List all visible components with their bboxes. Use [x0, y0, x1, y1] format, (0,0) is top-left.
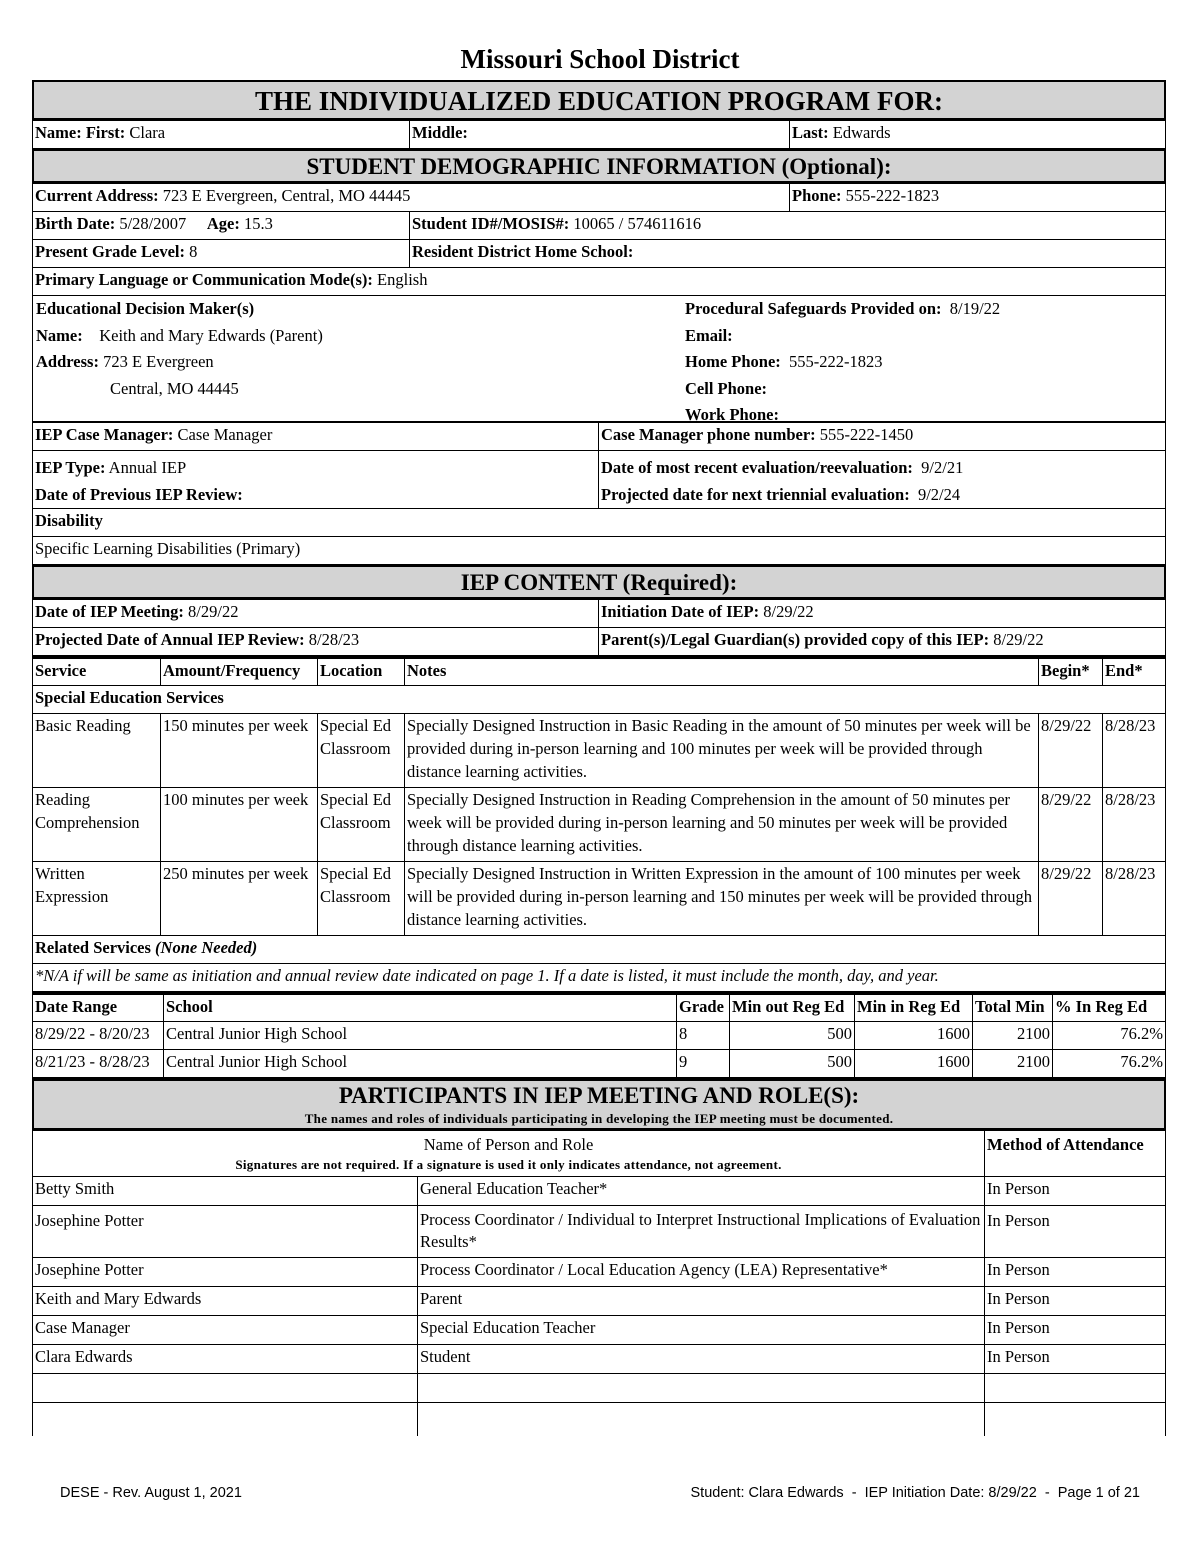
date-range-header: Date Range	[33, 994, 164, 1022]
participant-row-empty	[33, 1374, 1166, 1403]
middle-name-cell: Middle:	[410, 121, 790, 149]
district-title: Missouri School District	[460, 44, 740, 74]
demographic-table	[32, 183, 1166, 296]
participant-row: Keith and Mary Edwards Parent In Person	[33, 1287, 1166, 1316]
participants-table	[32, 1130, 1166, 1436]
amount-header: Amount/Frequency	[161, 658, 318, 686]
grade-cell: Present Grade Level: 8	[33, 240, 410, 268]
min-out-header: Min out Reg Ed	[730, 994, 855, 1022]
decision-maker-block: Educational Decision Maker(s) Name: Keith and Mary Edwards (Parent) Address: 723 E Evergreen Central, MO 44445 Procedural Safeguards Provided on: 8/19/22 Email: Home Phone: 555-222-1823 Cell Phone: Work Phone:	[32, 296, 1166, 422]
begin-header: Begin*	[1039, 658, 1103, 686]
min-in-header: Min in Reg Ed	[855, 994, 973, 1022]
disability-label: Disability	[33, 509, 1166, 537]
total-min-header: Total Min	[973, 994, 1053, 1022]
related-services: Related Services (None Needed)	[33, 936, 1166, 964]
iep-type-cell: IEP Type: Annual IEP Date of Previous IEP Review:	[33, 451, 599, 509]
grade-header: Grade	[677, 994, 730, 1022]
notes-header: Notes	[405, 658, 1039, 686]
placement-row: 8/21/23 - 8/28/23 Central Junior High School 9 500 1600 2100 76.2%	[33, 1050, 1166, 1078]
participant-row: Clara Edwards Student In Person	[33, 1345, 1166, 1374]
iep-title: THE INDIVIDUALIZED EDUCATION PROGRAM FOR:	[32, 80, 1166, 120]
iep-form	[32, 80, 1166, 1436]
location-header: Location	[318, 658, 405, 686]
placement-table	[32, 992, 1166, 1078]
name-role-header: Name of Person and Role Signatures are not required. If a signature is used it only indicates attendance, not agreement.	[33, 1131, 985, 1177]
services-table	[32, 656, 1166, 992]
participants-title-block	[32, 1078, 1166, 1130]
language-cell: Primary Language or Communication Mode(s): English	[33, 268, 1166, 296]
service-row: Written Expression 250 minutes per week Special Ed Classroom Specially Designed Instruction in Written Expression in the amount of 100 minutes per week will be provided during in-person learning and 150 minutes per week will be provided through distance learning activities. 8/29/22 8/28/23	[33, 862, 1166, 936]
participants-title: PARTICIPANTS IN IEP MEETING AND ROLE(S):	[338, 1083, 860, 1108]
first-name: Clara	[129, 123, 166, 142]
participant-row: Case Manager Special Education Teacher In Person	[33, 1316, 1166, 1345]
meeting-date-cell: Date of IEP Meeting: 8/29/22	[33, 600, 599, 628]
participant-row-empty	[33, 1403, 1166, 1436]
last-name-cell: Last: Edwards	[790, 121, 1166, 149]
pct-header: % In Reg Ed	[1053, 994, 1166, 1022]
placement-row: 8/29/22 - 8/20/23 Central Junior High School 8 500 1600 2100 76.2%	[33, 1022, 1166, 1050]
school-header: School	[164, 994, 677, 1022]
end-header: End*	[1103, 658, 1166, 686]
footer-revision: DESE - Rev. August 1, 2021	[60, 1485, 242, 1501]
copy-provided-cell: Parent(s)/Legal Guardian(s) provided copy of this IEP: 8/29/22	[599, 628, 1166, 656]
iep-content-title: IEP CONTENT (Required):	[32, 565, 1166, 599]
annual-review-cell: Projected Date of Annual IEP Review: 8/28/23	[33, 628, 599, 656]
date-footnote: *N/A if will be same as initiation and annual review date indicated on page 1. If a date is listed, it must include the month, day, and year.	[33, 964, 1166, 992]
birth-cell: Birth Date: 5/28/2007 Age: 15.3	[33, 212, 410, 240]
participants-subtitle: The names and roles of individuals participating in developing the IEP meeting must be documented.	[304, 1111, 894, 1126]
resident-cell: Resident District Home School:	[410, 240, 1166, 268]
footer-page-info: Student: Clara Edwards - IEP Initiation Date: 8/29/22 - Page 1 of 21	[690, 1485, 1140, 1501]
student-id-cell: Student ID#/MOSIS#: 10065 / 574611616	[410, 212, 1166, 240]
phone-cell: Phone: 555-222-1823	[790, 184, 1166, 212]
sped-services-label: Special Education Services	[33, 686, 1166, 714]
method-header: Method of Attendance	[985, 1131, 1166, 1177]
name-table	[32, 120, 1166, 149]
participant-row: Josephine Potter Process Coordinator / Individual to Interpret Instructional Implications of Evaluation Results* In Person	[33, 1206, 1166, 1258]
initiation-date-cell: Initiation Date of IEP: 8/29/22	[599, 600, 1166, 628]
service-row: Reading Comprehension 100 minutes per week Special Ed Classroom Specially Designed Instruction in Reading Comprehension in the amount of 50 minutes per week will be provided during in-person learning and 50 minutes per week will be provided through distance learning activities. 8/29/22 8/28/23	[33, 788, 1166, 862]
case-manager-phone-cell: Case Manager phone number: 555-222-1450	[599, 423, 1166, 451]
first-name-cell: Name: First: Clara	[33, 121, 410, 149]
service-header: Service	[33, 658, 161, 686]
case-manager-cell: IEP Case Manager: Case Manager	[33, 423, 599, 451]
disability-value: Specific Learning Disabilities (Primary)	[33, 537, 1166, 565]
case-manager-table	[32, 422, 1166, 565]
address-cell: Current Address: 723 E Evergreen, Central, MO 44445	[33, 184, 790, 212]
service-row: Basic Reading 150 minutes per week Special Ed Classroom Specially Designed Instruction in Basic Reading in the amount of 50 minutes per week will be provided during in-person learning and 100 minutes per week will be provided through distance learning activities. 8/29/22 8/28/23	[33, 714, 1166, 788]
demographic-title: STUDENT DEMOGRAPHIC INFORMATION (Optional):	[32, 149, 1166, 183]
evaluation-cell: Date of most recent evaluation/reevaluation: 9/2/21 Projected date for next triennial evaluation: 9/2/24	[599, 451, 1166, 509]
participant-row: Betty Smith General Education Teacher* In Person	[33, 1177, 1166, 1206]
meeting-table	[32, 599, 1166, 656]
last-name: Edwards	[832, 123, 891, 142]
participant-row: Josephine Potter Process Coordinator / Local Education Agency (LEA) Representative* In Person	[33, 1258, 1166, 1287]
